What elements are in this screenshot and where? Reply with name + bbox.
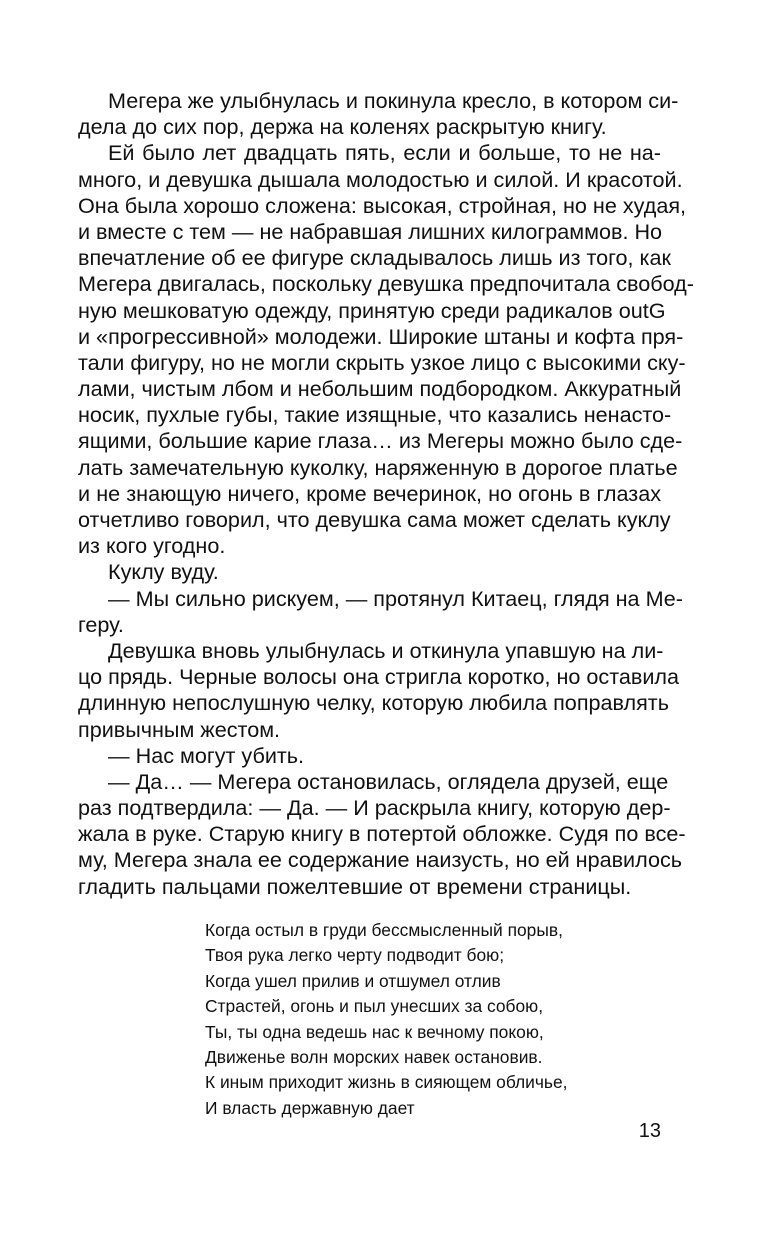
text-line: геру. <box>78 611 124 637</box>
text-line: и не знающую ничего, кроме вечеринок, но огонь в глазах <box>78 480 661 506</box>
text-line: жала в руке. Старую книгу в потертой обложке. Судя по все- <box>78 821 686 847</box>
poem-line: Когда ушел прилив и отшумел отлив <box>205 970 501 991</box>
text-line: впечатление об ее фигуре складывалось лишь из того, как <box>78 245 671 271</box>
poem-line: Твоя рука легко черту подводит бою; <box>205 945 505 966</box>
text-line: Куклу вуду. <box>108 559 219 585</box>
body-text <box>78 88 694 900</box>
text-line: — Да… — Мегера остановилась, оглядела друзей, еще <box>108 768 669 794</box>
text-line: ную мешковатую одежду, принятую среди радикалов outG <box>78 297 666 323</box>
text-line: много, и девушка дышала молодостью и силой. И красотой. <box>78 166 683 192</box>
text-line: и «прогрессивной» молодежи. Широкие штаны и кофта пря- <box>78 323 684 349</box>
poem-line: К иным приходит жизнь в сияющем обличье, <box>205 1072 568 1093</box>
text-line: Ей было лет двадцать пять, если и больше, то не на- <box>108 140 661 166</box>
text-line: отчетливо говорил, что девушка сама может сделать куклу <box>78 507 671 532</box>
text-line: Мегера же улыбнулась и покинула кресло, в котором си- <box>108 88 679 113</box>
text-line: тали фигуру, но не могли скрыть узкое лицо с высокими ску- <box>78 349 686 375</box>
text-line: ящими, большие карие глаза… из Мегеры можно было сде- <box>78 428 683 454</box>
page-number: 13 <box>638 1120 661 1142</box>
text-line: Мегера двигалась, поскольку девушка предпочитала свобод- <box>78 271 694 297</box>
text-line: гладить пальцами пожелтевшие от времени страницы. <box>78 873 632 899</box>
text-line: Девушка вновь улыбнулась и откинула упавшую на ли- <box>108 637 664 663</box>
text-line: лать замечательную куколку, наряженную в дорогое платье <box>78 454 678 480</box>
text-line: длинную непослушную челку, которую любила поправлять <box>78 690 669 716</box>
text-line: привычным жестом. <box>78 716 281 742</box>
text-line: и вместе с тем — не набравшая лишних килограммов. Но <box>78 218 663 244</box>
poem-line: И власть державную дает <box>205 1097 415 1118</box>
text-line: носик, пухлые губы, такие изящные, что казались ненасто- <box>78 402 672 428</box>
text-line: Она была хорошо сложена: высокая, стройная, но не худая, <box>78 192 687 218</box>
text-line: му, Мегера знала ее содержание наизусть, но ей нравилось <box>78 847 683 873</box>
poem-line: Когда остыл в груди бессмысленный порыв, <box>205 920 563 940</box>
text-line: раз подтвердила: — Да. — И раскрыла книгу, которую дер- <box>78 795 671 821</box>
text-line: — Нас могут убить. <box>108 742 305 768</box>
poem-block <box>205 918 568 1121</box>
poem-line: Ты, ты одна ведешь нас к вечному покою, <box>205 1021 544 1042</box>
text-line: лами, чистым лбом и небольшим подбородком. Аккуратный <box>78 376 682 402</box>
poem-line: Движенье волн морских навек остановив. <box>205 1047 543 1068</box>
poem-line: Страстей, огонь и пыл унесших за собою, <box>205 996 544 1017</box>
text-line: из кого угодно. <box>78 533 226 559</box>
text-line: дела до сих пор, держа на коленях раскрытую книгу. <box>78 114 607 140</box>
text-line: — Мы сильно рискуем, — протянул Китаец, глядя на Ме- <box>108 585 683 611</box>
text-line: цо прядь. Черные волосы она стригла коротко, но оставила <box>78 664 680 690</box>
